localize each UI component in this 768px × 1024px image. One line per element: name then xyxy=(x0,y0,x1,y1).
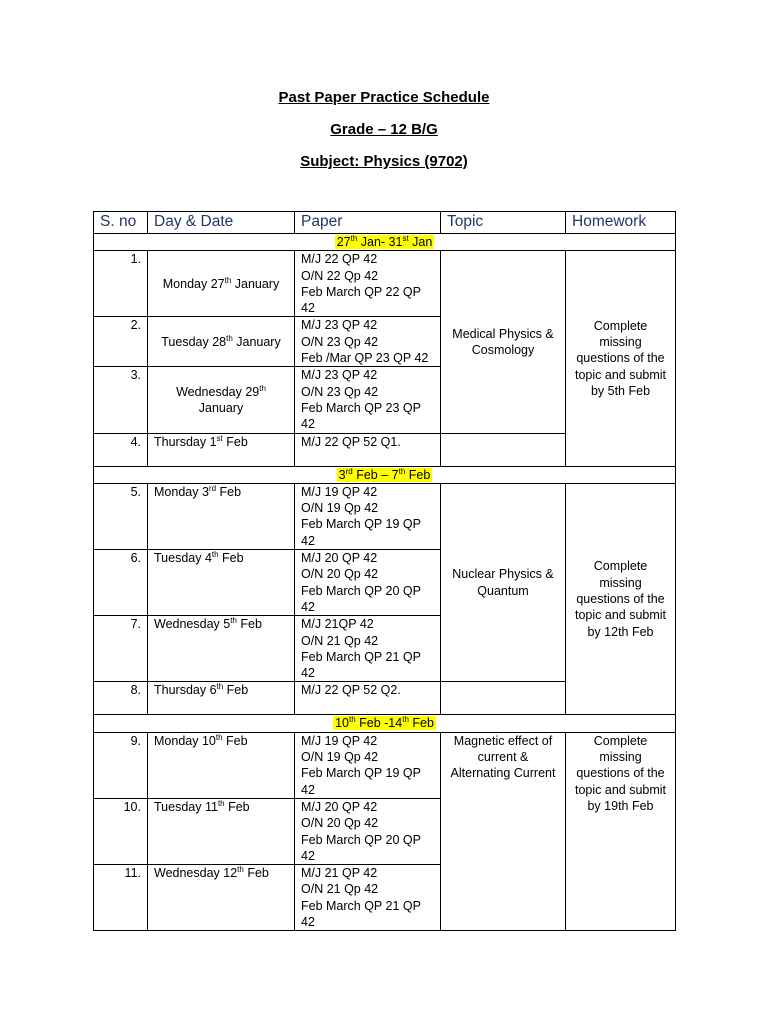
homework-cell: Complete missing questions of the topic and submit by 19th Feb xyxy=(566,732,676,931)
paper-cell xyxy=(295,433,441,466)
paper-cell xyxy=(295,317,441,367)
day-date-suffix: th xyxy=(217,798,225,808)
day-date-month: January xyxy=(198,400,244,415)
day-date xyxy=(148,732,295,798)
paper-line: O/N 22 Qp 42 xyxy=(301,268,379,283)
serial-number: 7. xyxy=(94,616,148,682)
paper-line: O/N 23 Qp 42 xyxy=(301,334,379,349)
day-date-month: Feb xyxy=(243,866,269,881)
subject-heading: Subject: Physics (9702) xyxy=(300,153,468,170)
topic-cell: Medical Physics & Cosmology xyxy=(441,251,566,433)
week-range-end: Feb xyxy=(405,467,431,482)
paper-cell xyxy=(295,483,441,549)
paper-line: Feb March QP 22 QP 42 xyxy=(301,284,421,316)
day-date-suffix: th xyxy=(237,864,244,874)
week-range-row xyxy=(94,466,676,483)
day-date xyxy=(148,682,295,715)
homework-cell: Complete missing questions of the topic and submit by 12th Feb xyxy=(566,483,676,715)
header-row xyxy=(94,212,676,234)
header-sno: S. no xyxy=(94,212,148,234)
day-date-suffix: th xyxy=(224,275,232,285)
serial-number: 6. xyxy=(94,550,148,616)
paper-line: M/J 20 QP 42 xyxy=(301,799,378,814)
day-date-month: Feb xyxy=(222,434,248,449)
paper-line: O/N 21 Qp 42 xyxy=(301,882,379,897)
day-date-suffix: th xyxy=(211,549,219,559)
day-date-month: Feb xyxy=(236,617,262,632)
week-range-middle: Feb – 7 xyxy=(352,467,399,482)
serial-number: 8. xyxy=(94,682,148,715)
paper-line: O/N 23 Qp 42 xyxy=(301,384,379,399)
day-date-text: Monday 27 xyxy=(162,276,225,291)
paper-line: O/N 21 Qp 42 xyxy=(301,633,379,648)
week-range-cell xyxy=(94,234,676,251)
day-date-text: Monday 3 xyxy=(154,484,209,499)
week-range-start: 27 xyxy=(336,235,351,249)
paper-line: Feb March QP 21 QP 42 xyxy=(301,898,421,929)
paper-line: M/J 23 QP 42 xyxy=(301,368,378,383)
paper-cell xyxy=(295,732,441,798)
day-date-month: Feb xyxy=(216,484,242,499)
week-range-row xyxy=(94,234,676,251)
week-range-end: Jan xyxy=(408,235,433,249)
document-title: Past Paper Practice Schedule xyxy=(278,89,490,106)
week-range-middle: Feb -14 xyxy=(355,716,403,731)
day-date xyxy=(148,483,295,549)
week-range-highlight xyxy=(335,235,435,249)
paper-line: Feb /Mar QP 23 QP 42 xyxy=(301,351,429,366)
paper-line: M/J 22 QP 52 Q2. xyxy=(301,683,401,698)
paper-cell xyxy=(295,798,441,864)
week-range-start: 3 xyxy=(338,467,346,482)
paper-cell xyxy=(295,682,441,715)
week-range-highlight xyxy=(337,468,433,482)
serial-number: 3. xyxy=(94,367,148,433)
day-date-suffix: th xyxy=(259,383,266,393)
paper-cell xyxy=(295,550,441,616)
week-range-end: Feb xyxy=(408,716,434,731)
paper-line: O/N 19 Qp 42 xyxy=(301,750,379,765)
grade-heading: Grade – 12 B/G xyxy=(330,121,438,138)
paper-line: Feb March QP 20 QP 42 xyxy=(301,832,421,863)
day-date-text: Tuesday 28 xyxy=(161,334,227,349)
day-date xyxy=(148,616,295,682)
paper-line: O/N 20 Qp 42 xyxy=(301,567,379,582)
day-date xyxy=(148,550,295,616)
day-date-month: January xyxy=(231,276,280,291)
paper-line: M/J 21 QP 42 xyxy=(301,866,378,881)
paper-line: M/J 19 QP 42 xyxy=(301,484,378,499)
week-range-row xyxy=(94,715,676,732)
table-row xyxy=(94,251,676,317)
paper-line: O/N 20 Qp 42 xyxy=(301,816,379,831)
day-date xyxy=(148,433,295,466)
topic-empty-cell xyxy=(441,682,566,715)
paper-line: M/J 22 QP 52 Q1. xyxy=(301,434,401,449)
homework-cell: Complete missing questions of the topic and submit by 5th Feb xyxy=(566,251,676,466)
paper-line: O/N 19 Qp 42 xyxy=(301,501,379,516)
week-range-end-suffix: th xyxy=(398,466,406,476)
header-paper: Paper xyxy=(295,212,441,234)
serial-number: 9. xyxy=(94,732,148,798)
topic-empty-cell xyxy=(441,433,566,466)
week-range-cell xyxy=(94,715,676,732)
day-date-month: Feb xyxy=(224,799,250,814)
day-date-text: Tuesday 4 xyxy=(154,551,212,566)
week-range-middle: Jan- 31 xyxy=(357,235,403,249)
topic-cell: Magnetic effect of current & Alternating Current xyxy=(441,732,566,931)
paper-line: M/J 23 QP 42 xyxy=(301,318,378,333)
paper-line: M/J 20 QP 42 xyxy=(301,551,378,566)
week-range-end-suffix: th xyxy=(402,715,409,725)
paper-cell xyxy=(295,251,441,317)
topic-cell: Nuclear Physics & Quantum xyxy=(441,483,566,682)
header-topic: Topic xyxy=(441,212,566,234)
paper-line: M/J 21QP 42 xyxy=(301,617,374,632)
paper-line: Feb March QP 23 QP 42 xyxy=(301,400,421,432)
week-range-start-suffix: th xyxy=(350,233,358,243)
serial-number: 5. xyxy=(94,483,148,549)
day-date-text: Wednesday 5 xyxy=(154,617,231,632)
table-row xyxy=(94,732,676,798)
day-date xyxy=(148,367,295,433)
day-date-text: Tuesday 11 xyxy=(154,799,218,814)
day-date-month: Feb xyxy=(222,733,248,748)
day-date-text: Monday 10 xyxy=(154,733,216,748)
day-date xyxy=(148,317,295,367)
paper-cell xyxy=(295,367,441,433)
week-range-highlight xyxy=(333,716,436,730)
day-date xyxy=(148,798,295,864)
day-date xyxy=(148,251,295,317)
serial-number: 1. xyxy=(94,251,148,317)
serial-number: 2. xyxy=(94,317,148,367)
day-date-suffix: st xyxy=(216,433,223,443)
week-range-start-suffix: th xyxy=(348,715,356,725)
paper-line: M/J 19 QP 42 xyxy=(301,733,378,748)
week-range-end-suffix: st xyxy=(402,233,409,243)
day-date-suffix: th xyxy=(216,682,224,692)
day-date-suffix: th xyxy=(230,616,237,626)
day-date-text: Wednesday 29 xyxy=(176,384,260,399)
paper-line: Feb March QP 19 QP 42 xyxy=(301,517,421,548)
day-date-month: Feb xyxy=(223,683,249,698)
paper-cell xyxy=(295,616,441,682)
day-date-text: Thursday 6 xyxy=(154,683,217,698)
header-day-date: Day & Date xyxy=(148,212,295,234)
serial-number: 10. xyxy=(94,798,148,864)
paper-line: Feb March QP 19 QP 42 xyxy=(301,766,421,797)
day-date-text: Thursday 1 xyxy=(154,434,217,449)
day-date-suffix: th xyxy=(226,333,233,343)
day-date-month: Feb xyxy=(218,551,244,566)
week-range-cell xyxy=(94,466,676,483)
week-range-start: 10 xyxy=(335,716,349,731)
paper-cell xyxy=(295,865,441,931)
day-date xyxy=(148,865,295,931)
paper-line: Feb March QP 21 QP 42 xyxy=(301,649,421,681)
schedule-table xyxy=(93,211,676,931)
day-date-suffix: rd xyxy=(208,483,217,493)
table-row xyxy=(94,483,676,549)
day-date-suffix: th xyxy=(215,732,223,742)
paper-line: Feb March QP 20 QP 42 xyxy=(301,583,421,614)
day-date-month: January xyxy=(232,334,281,349)
paper-line: M/J 22 QP 42 xyxy=(301,252,378,267)
serial-number: 11. xyxy=(94,865,148,931)
day-date-text: Wednesday 12 xyxy=(154,866,238,881)
header-homework: Homework xyxy=(566,212,676,234)
serial-number: 4. xyxy=(94,433,148,466)
week-range-start-suffix: rd xyxy=(345,466,353,476)
